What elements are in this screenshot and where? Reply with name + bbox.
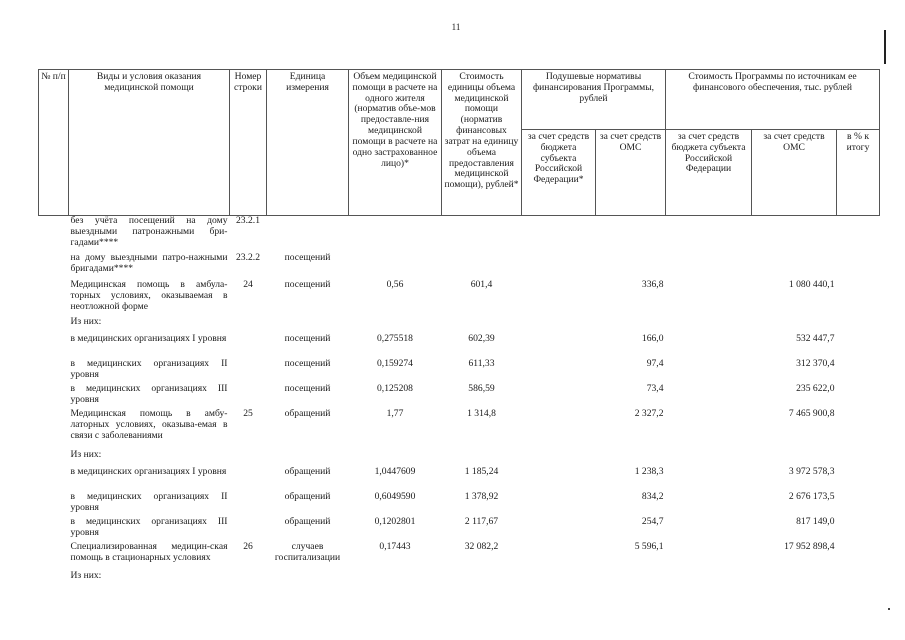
- table-row: [39, 280, 880, 317]
- row-unit: обращений: [284, 466, 331, 477]
- row-unit: посещений: [284, 383, 331, 394]
- row-volume: 0,17443: [379, 541, 411, 552]
- row-unit-cost: 601,4: [470, 279, 493, 290]
- row-total: 7 465 900,8: [788, 408, 835, 419]
- table-row: [39, 216, 880, 254]
- row-percapita: 1 238,3: [634, 466, 664, 477]
- table-row: [39, 334, 880, 359]
- row-percapita: 73,4: [646, 383, 664, 394]
- row-total: [666, 216, 837, 254]
- row-unit: [267, 216, 349, 254]
- row-total: 532 447,7: [796, 333, 835, 344]
- row-number: 23.2.1: [236, 215, 260, 226]
- row-percapita: 336,8: [641, 279, 664, 290]
- row-volume: 0,125208: [377, 383, 413, 394]
- row-number: 25: [243, 408, 253, 419]
- row-unit-cost: [442, 253, 522, 280]
- row-total: 235 622,0: [796, 383, 835, 394]
- row-volume: [349, 216, 442, 254]
- header-total-budget: за счет средств бюджета субъекта Российской Федерации: [666, 130, 752, 216]
- row-percapita: 97,4: [646, 358, 664, 369]
- row-unit: посещений: [284, 358, 331, 369]
- row-number: [230, 359, 267, 384]
- row-number: 23.2.2: [236, 252, 260, 263]
- row-name: на дому выездными патро-нажными бригадами****: [70, 252, 228, 274]
- row-name: Медицинская помощь в амбу-латорных условиях, оказыва-емая в связи с заболеваниями: [70, 408, 228, 441]
- row-unit: посещений: [284, 279, 331, 290]
- scan-edge-mark: [884, 30, 886, 64]
- row-unit: обращений: [284, 516, 331, 527]
- row-percapita: 254,7: [641, 516, 664, 527]
- row-total: 2 676 173,5: [788, 491, 835, 502]
- table-header-row: [39, 70, 880, 130]
- program-cost-table: [38, 69, 880, 584]
- page-number: 11: [451, 22, 461, 32]
- row-number: [230, 384, 267, 409]
- row-unit-cost: [442, 216, 522, 254]
- row-percapita: 2 327,2: [634, 408, 664, 419]
- row-unit: обращений: [284, 408, 331, 419]
- row-volume: 0,159274: [377, 358, 413, 369]
- header-total-percent: в % к итогу: [837, 130, 880, 216]
- row-percapita: 166,0: [641, 333, 664, 344]
- row-number: [230, 334, 267, 359]
- table-row: [39, 492, 880, 517]
- row-total: [666, 253, 837, 280]
- header-volume: Объем медицинской помощи в расчете на одного жителя (норматив объе-мов предоставле-ния медицинской помощи в расчете на одно застрахованное лицо)*: [349, 70, 442, 216]
- row-unit-cost: 602,39: [468, 333, 495, 344]
- row-name: в медицинских организациях II уровня: [70, 491, 228, 513]
- row-number: [230, 492, 267, 517]
- row-name: в медицинских организациях I уровня: [70, 466, 227, 477]
- table-row: [39, 467, 880, 492]
- row-volume: 0,1202801: [374, 516, 416, 527]
- row-name: в медицинских организациях III уровня: [70, 383, 228, 405]
- row-number: [230, 517, 267, 542]
- row-percapita: 5 596,1: [634, 541, 664, 552]
- row-unit: посещений: [284, 333, 331, 344]
- row-total: 3 972 578,3: [788, 466, 835, 477]
- table-row: [39, 517, 880, 542]
- row-volume: 1,0447609: [374, 466, 416, 477]
- row-name: в медицинских организациях II уровня: [70, 358, 228, 380]
- header-unit-cost: Стоимость единицы объема медицинской помощи (норматив финансовых затрат на единицу объема предоставления медицинской помощи), рублей*: [442, 70, 522, 216]
- scan-speck: [888, 608, 890, 610]
- row-number: [230, 467, 267, 492]
- row-total: 17 952 898,4: [784, 541, 835, 552]
- header-number: № п/п: [39, 70, 69, 216]
- row-name: Из них:: [70, 570, 102, 581]
- row-percapita: [522, 253, 666, 280]
- row-unit: случаев госпитализации: [274, 541, 341, 563]
- header-percapita-group: Подушевые нормативы финансирования Программы, рублей: [522, 70, 666, 130]
- row-unit: посещений: [284, 252, 331, 263]
- row-total: 817 149,0: [796, 516, 835, 527]
- table-row: [39, 384, 880, 409]
- row-name: в медицинских организациях I уровня: [70, 333, 227, 344]
- table-row: [39, 450, 880, 467]
- row-name: без учёта посещений на дому выездными патронажными бри-гадами****: [70, 215, 228, 248]
- table-row: [39, 253, 880, 280]
- row-percapita: [522, 216, 666, 254]
- row-unit-cost: 586,59: [468, 383, 495, 394]
- row-name: Из них:: [70, 316, 102, 327]
- row-unit-cost: 32 082,2: [464, 541, 499, 552]
- header-kinds: Виды и условия оказания медицинской помощи: [69, 70, 230, 216]
- row-unit: обращений: [284, 491, 331, 502]
- row-volume: 0,275518: [377, 333, 413, 344]
- row-volume: 0,6049590: [374, 491, 416, 502]
- row-total: 1 080 440,1: [788, 279, 835, 290]
- row-name: в медицинских организациях III уровня: [70, 516, 228, 538]
- row-percapita: 834,2: [641, 491, 664, 502]
- header-unit: Единица измерения: [267, 70, 349, 216]
- row-name: Медицинская помощь в амбула-торных условиях, оказываемая в неотложной форме: [70, 279, 228, 312]
- table-row: [39, 359, 880, 384]
- row-unit-cost: 611,33: [468, 358, 495, 369]
- row-number: 24: [243, 279, 253, 290]
- row-name: Специализированная медицин-ская помощь в стационарных условиях: [70, 541, 228, 563]
- table-row: [39, 542, 880, 571]
- table-row: [39, 409, 880, 450]
- header-percapita-oms: за счет средств ОМС: [596, 130, 666, 216]
- header-total-group: Стоимость Программы по источникам ее финансового обеспечения, тыс. рублей: [666, 70, 880, 130]
- row-volume: 1,77: [386, 408, 404, 419]
- header-row-number: Номер строки: [230, 70, 267, 216]
- row-unit-cost: 1 185,24: [464, 466, 499, 477]
- header-percapita-budget: за счет средств бюджета субъекта Российской Федерации*: [522, 130, 596, 216]
- table-row: [39, 571, 880, 584]
- table-row: [39, 317, 880, 334]
- row-name: Из них:: [70, 449, 102, 460]
- row-unit-cost: 1 378,92: [464, 491, 499, 502]
- row-unit-cost: 2 117,67: [464, 516, 499, 527]
- row-total: 312 370,4: [796, 358, 835, 369]
- header-total-oms: за счет средств ОМС: [752, 130, 837, 216]
- row-number: 26: [243, 541, 253, 552]
- row-unit-cost: 1 314,8: [467, 408, 496, 419]
- row-volume: [349, 253, 442, 280]
- row-volume: 0,56: [386, 279, 404, 290]
